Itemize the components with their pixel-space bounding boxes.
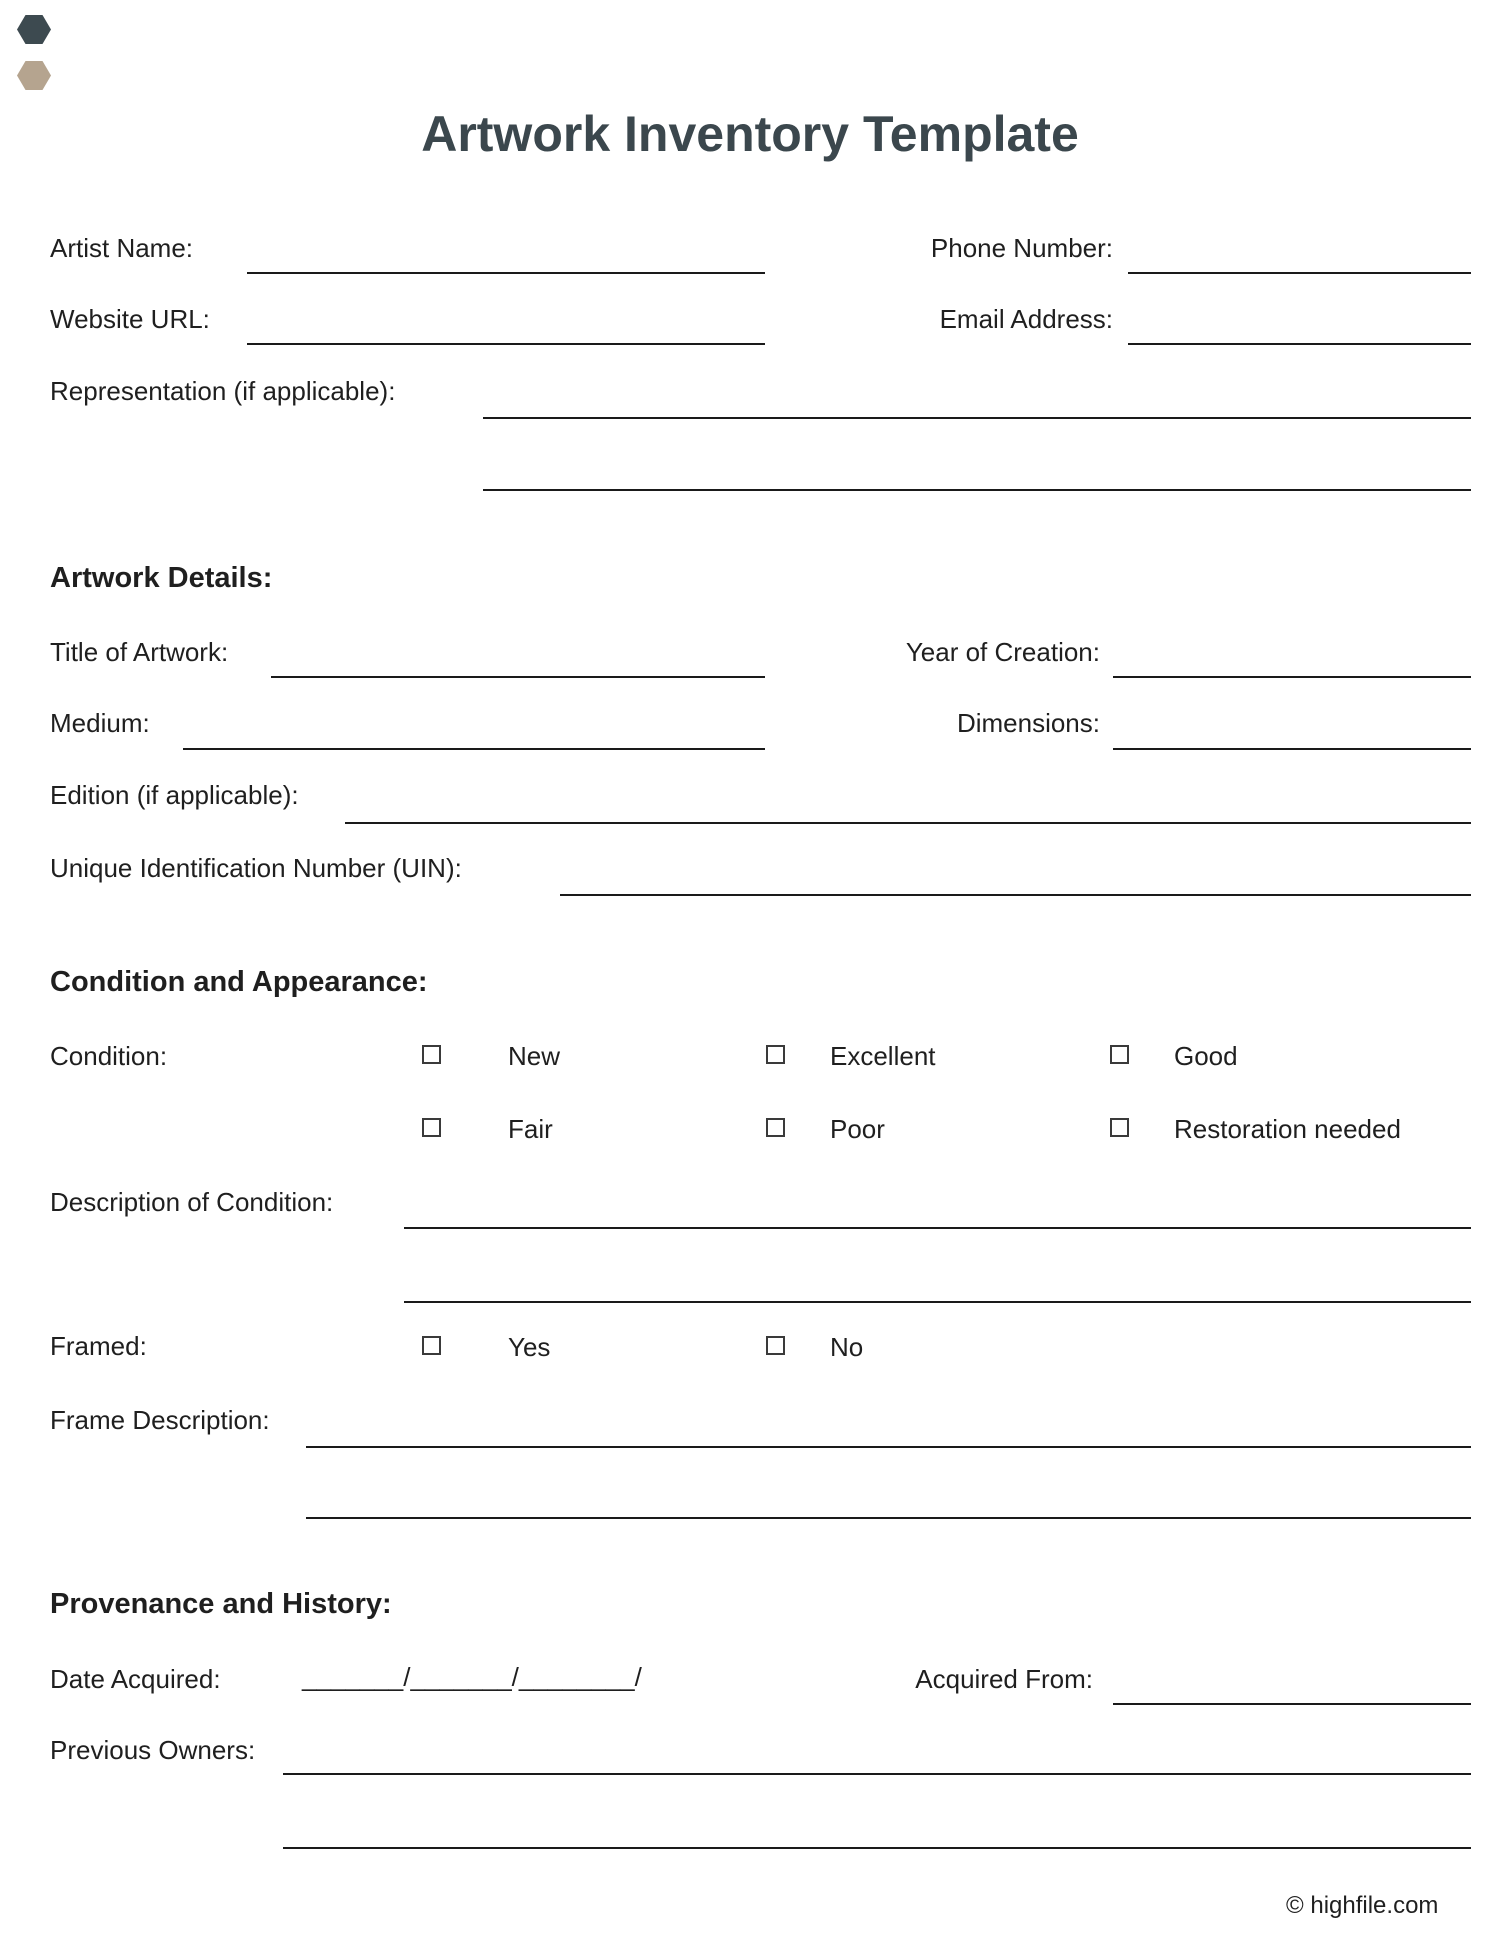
acquired-from-label: Acquired From:: [915, 1664, 1093, 1694]
condition-new-checkbox[interactable]: [422, 1045, 441, 1064]
edition-label: Edition (if applicable):: [50, 780, 299, 810]
phone-number-field[interactable]: [1128, 272, 1471, 274]
uin-field[interactable]: [560, 894, 1471, 896]
date-acquired-label: Date Acquired:: [50, 1664, 221, 1694]
framed-yes-label: Yes: [508, 1332, 551, 1362]
condition-new-label: New: [508, 1041, 561, 1071]
year-of-creation-field[interactable]: [1113, 676, 1471, 678]
representation-field-1[interactable]: [483, 417, 1471, 419]
description-of-condition-field-2[interactable]: [404, 1301, 1471, 1303]
condition-excellent-checkbox[interactable]: [766, 1045, 785, 1064]
medium-field[interactable]: [183, 748, 765, 750]
frame-description-label: Frame Description:: [50, 1405, 270, 1435]
representation-label: Representation (if applicable):: [50, 376, 396, 406]
email-address-label: Email Address:: [939, 304, 1113, 334]
hexagon-tan-icon: [17, 61, 51, 90]
email-address-field[interactable]: [1128, 343, 1471, 345]
condition-excellent-label: Excellent: [830, 1041, 936, 1071]
previous-owners-label: Previous Owners:: [50, 1735, 256, 1765]
artwork-details-heading: Artwork Details:: [50, 562, 273, 594]
condition-poor-checkbox[interactable]: [766, 1118, 785, 1137]
artist-name-field[interactable]: [247, 272, 765, 274]
dimensions-field[interactable]: [1113, 748, 1471, 750]
copyright-footer: © highfile.com: [1286, 1892, 1439, 1919]
frame-description-field-1[interactable]: [306, 1446, 1471, 1448]
framed-yes-checkbox[interactable]: [422, 1336, 441, 1355]
condition-good-checkbox[interactable]: [1110, 1045, 1129, 1064]
medium-label: Medium:: [50, 708, 150, 738]
previous-owners-field-1[interactable]: [283, 1773, 1471, 1775]
condition-poor-label: Poor: [830, 1114, 885, 1144]
condition-good-label: Good: [1174, 1041, 1238, 1071]
year-of-creation-label: Year of Creation:: [905, 637, 1100, 667]
condition-restoration-checkbox[interactable]: [1110, 1118, 1129, 1137]
condition-heading: Condition and Appearance:: [50, 966, 428, 998]
acquired-from-field[interactable]: [1113, 1703, 1471, 1705]
title-of-artwork-label: Title of Artwork:: [50, 637, 229, 667]
edition-field[interactable]: [345, 822, 1471, 824]
website-url-label: Website URL:: [50, 304, 210, 334]
title-of-artwork-field[interactable]: [271, 676, 765, 678]
dimensions-label: Dimensions:: [956, 708, 1100, 738]
previous-owners-field-2[interactable]: [283, 1847, 1471, 1849]
condition-fair-checkbox[interactable]: [422, 1118, 441, 1137]
framed-no-label: No: [830, 1332, 864, 1362]
website-url-field[interactable]: [247, 343, 765, 345]
condition-restoration-label: Restoration needed: [1174, 1114, 1401, 1144]
description-of-condition-label: Description of Condition:: [50, 1187, 334, 1217]
frame-description-field-2[interactable]: [306, 1517, 1471, 1519]
condition-label: Condition:: [50, 1041, 168, 1071]
framed-label: Framed:: [50, 1331, 147, 1361]
description-of-condition-field-1[interactable]: [404, 1227, 1471, 1229]
hexagon-dark-icon: [17, 15, 51, 44]
framed-no-checkbox[interactable]: [766, 1336, 785, 1355]
provenance-heading: Provenance and History:: [50, 1588, 392, 1620]
condition-fair-label: Fair: [508, 1114, 553, 1144]
artist-name-label: Artist Name:: [50, 233, 194, 263]
page-title: Artwork Inventory Template: [421, 106, 1079, 162]
uin-label: Unique Identification Number (UIN):: [50, 853, 462, 883]
date-acquired-field[interactable]: _______/_______/________/: [302, 1662, 642, 1692]
representation-field-2[interactable]: [483, 489, 1471, 491]
phone-number-label: Phone Number:: [930, 233, 1113, 263]
